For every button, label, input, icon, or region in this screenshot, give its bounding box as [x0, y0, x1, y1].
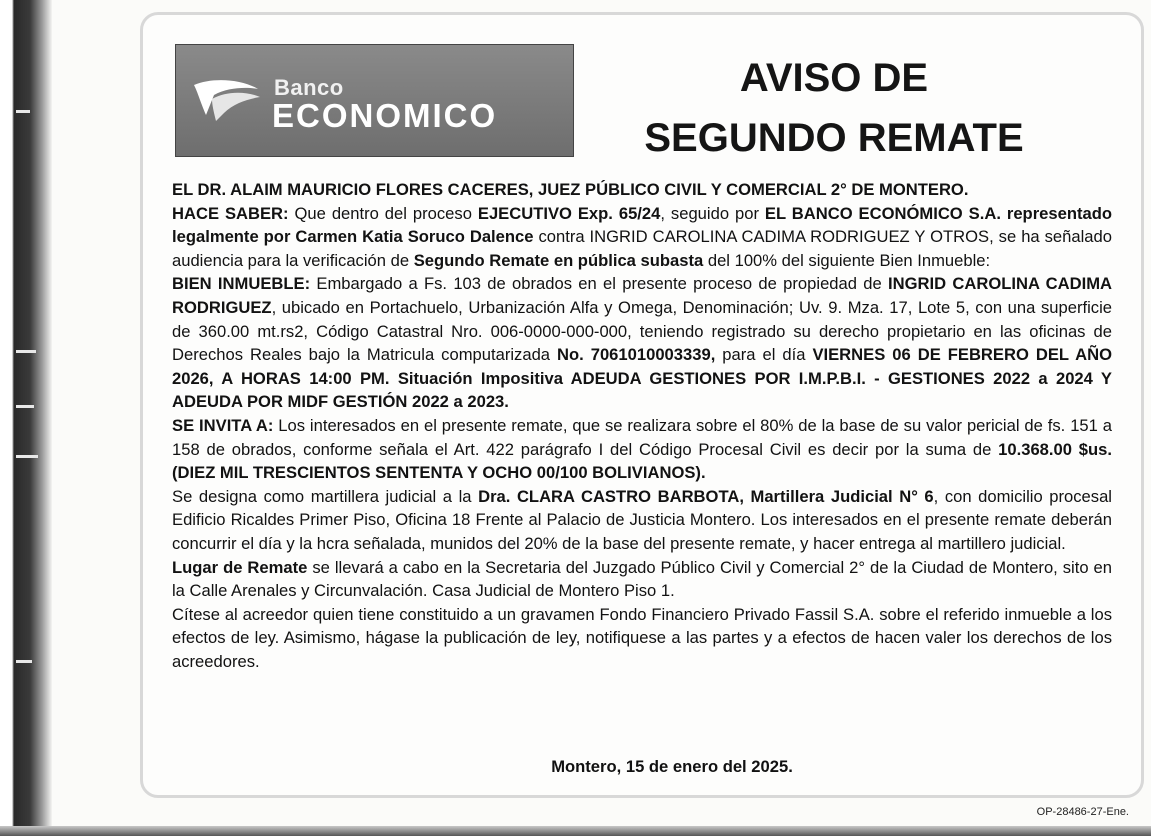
paragraph-lugar: Lugar de Remate se llevará a cabo en la Secretaria del Juzgado Público Civil y Comercial 2° de la Ciudad de Montero, sito en la Calle Arenales y Circunvalación. Casa Judicial de Montero Piso 1.	[172, 557, 1112, 601]
paragraph-judge	[172, 178, 1112, 202]
notice-body	[172, 178, 1112, 673]
label-se-invita: SE INVITA A:	[172, 415, 274, 435]
closing-date: Montero, 15 de enero del 2025.	[551, 757, 793, 776]
bank-logo	[175, 44, 574, 157]
logo-text-economico: ECONOMICO	[272, 97, 498, 134]
title-line-1: AVISO DE	[739, 56, 929, 100]
scan-bottom-edge	[0, 826, 1151, 836]
paragraph-citese: Cítese al acreedor quien tiene constituido a un gravamen Fondo Financiero Privado Fassil S.A. sobre el referido inmueble a los efectos de ley. Asimismo, hágase la publicación de ley, notifiquese a las partes y a efectos de hacen valer los derechos de los acreedores.	[172, 604, 1112, 671]
paragraph-se-invita: SE INVITA A: Los interesados en el presente remate, que se realizara sobre el 80% de la base de su valor pericial de fs. 151 a 158 de obrados, conforme señala el Art. 422 parágrafo I del Código Procesal Civil es decir por la suma de 10.368.00 $us. (DIEZ MIL TRESCIENTOS SENTENTA Y OCHO 00/100 BOLIVIANOS).	[172, 415, 1113, 483]
reference-code: OP-28486-27-Ene.	[1036, 806, 1129, 818]
scan-edge	[0, 0, 52, 836]
label-hace-saber: HACE SABER:	[172, 203, 289, 223]
bank-swoosh-icon	[192, 75, 264, 125]
label-bien-inmueble: BIEN INMUEBLE:	[172, 274, 311, 294]
paragraph-bien-inmueble: BIEN INMUEBLE: Embargado a Fs. 103 de obrados en el presente proceso de propiedad de INGRID CAROLINA CADIMA RODRIGUEZ, ubicado en Portachuelo, Urbanización Alfa y Omega, Denominación; Uv. 9. Mza. 17, Lote 5, con una superficie de 360.00 mt.rs2, Código Catastral Nro. 006-0000-000-000, teniendo registrado su derecho propietario en las oficinas de Derechos Reales bajo la Matricula computarizada No. 7061010003339, para el día VIERNES 06 DE FEBRERO DEL AÑO 2026, A HORAS 14:00 PM. Situación Impositiva ADEUDA GESTIONES POR I.M.P.B.I. - GESTIONES 2022 a 2024 Y ADEUDA POR MIDF GESTIÓN 2022 a 2023.	[172, 274, 1113, 412]
title-line-2: SEGUNDO REMATE	[644, 116, 1024, 160]
paragraph-martillera: Se designa como martillera judicial a la Dra. CLARA CASTRO BARBOTA, Martillera Judicial N° 6, con domicilio procesal Edificio Ricaldes Primer Piso, Oficina 18 Frente al Palacio de Justicia Montero. Los interesados en el presente remate deberán concurrir el día y la hcra señalada, munidos del 20% de la base del presente remate, y hacer entrega al martillero judicial.	[172, 486, 1112, 553]
logo-text-banco: Banco	[274, 75, 344, 100]
judge-line: EL DR. ALAIM MAURICIO FLORES CACERES, JUEZ PÚBLICO CIVIL Y COMERCIAL 2° DE MONTERO.	[172, 180, 969, 199]
label-lugar-remate: Lugar de Remate	[172, 557, 308, 577]
notice-title	[578, 48, 1090, 168]
paragraph-hace-saber: HACE SABER: Que dentro del proceso EJECUTIVO Exp. 65/24, seguido por EL BANCO ECONÓMICO S.A. representado legalmente por Carmen Katia Soruco Dalence contra INGRID CAROLINA CADIMA RODRIGUEZ Y OTROS, se ha señalado audiencia para la verificación de Segundo Remate en pública subasta del 100% del siguiente Bien Inmueble:	[172, 203, 1112, 270]
